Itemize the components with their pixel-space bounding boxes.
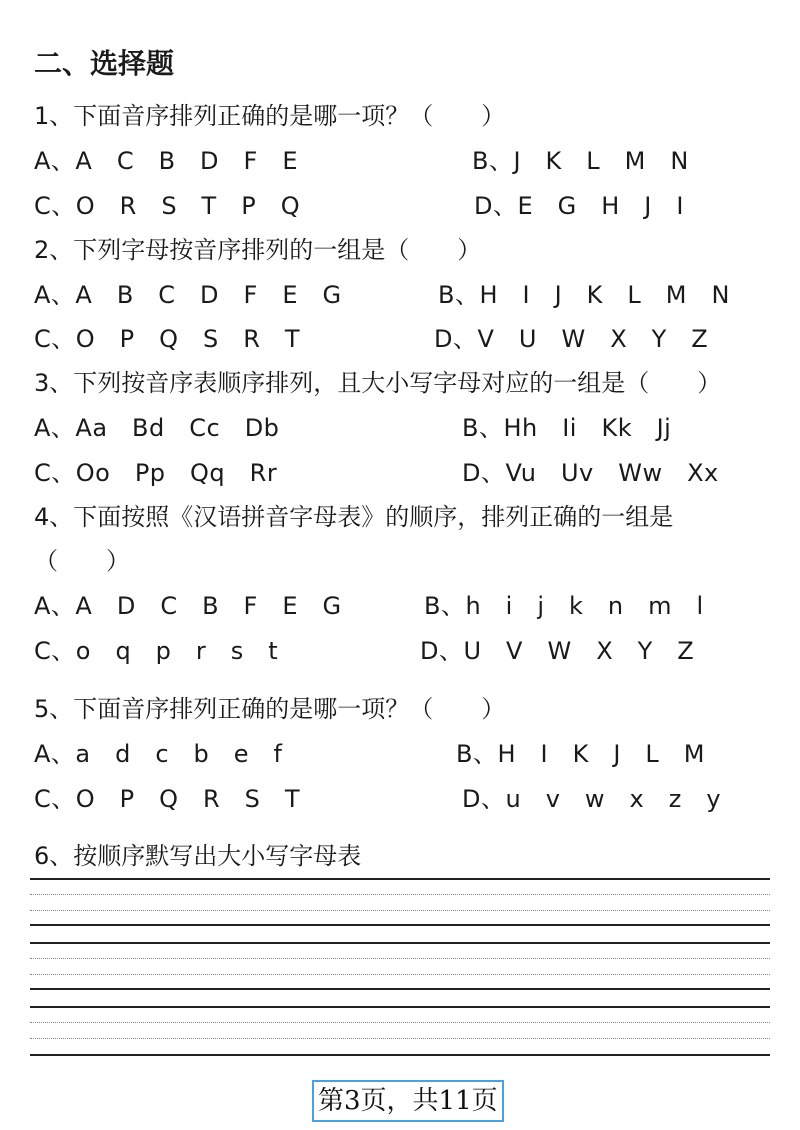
four-line-writing-area[interactable] (30, 878, 770, 1058)
question-4-answer-blank: （ ） (34, 547, 130, 575)
question-1-options-row-2 (0, 188, 800, 224)
writing-line-dotted (30, 958, 770, 959)
writing-band-1[interactable] (30, 878, 770, 926)
question-1-option-a[interactable]: A、A C B D F E (34, 147, 299, 175)
question-2-option-c[interactable]: C、O P Q S R T (34, 325, 301, 353)
question-3-option-a[interactable]: A、Aa Bd Cc Db (34, 414, 280, 442)
question-5-option-a[interactable]: A、a d c b e f (34, 740, 283, 768)
question-1-option-d[interactable]: D、E G H J I (474, 192, 684, 220)
writing-line-dotted (30, 1038, 770, 1039)
question-1-stem: 1、下面音序排列正确的是哪一项？（ ） (34, 102, 506, 130)
question-5-option-d[interactable]: D、u v w x z y (462, 785, 722, 813)
writing-line-bottom (30, 1054, 770, 1056)
question-5-stem: 5、下面音序排列正确的是哪一项？（ ） (34, 695, 506, 723)
writing-line-dotted (30, 910, 770, 911)
question-3-stem: 3、下列按音序表顺序排列，且大小写字母对应的一组是（ ） (34, 369, 722, 397)
question-4-option-a[interactable]: A、A D C B F E G (34, 592, 342, 620)
question-2-options-row-2 (0, 321, 800, 357)
writing-band-2[interactable] (30, 942, 770, 990)
question-4-option-b[interactable]: B、h i j k n m l (424, 592, 704, 620)
question-3-option-d[interactable]: D、Vu Uv Ww Xx (462, 459, 719, 487)
question-2-option-d[interactable]: D、V U W X Y Z (434, 325, 709, 353)
question-2-option-b[interactable]: B、H I J K L M N (438, 281, 730, 309)
question-3-options-row-2 (0, 455, 800, 491)
question-3-option-b[interactable]: B、Hh Ii Kk Jj (462, 414, 672, 442)
question-2-option-a[interactable]: A、A B C D F E G (34, 281, 342, 309)
writing-line-dotted (30, 974, 770, 975)
question-4-options-row-1 (0, 588, 800, 624)
question-2-options-row-1 (0, 277, 800, 313)
writing-line-bottom (30, 988, 770, 990)
writing-line-dotted (30, 1022, 770, 1023)
question-1-options-row-1 (0, 143, 800, 179)
question-1-option-c[interactable]: C、O R S T P Q (34, 192, 301, 220)
question-5-options-row-2 (0, 781, 800, 817)
writing-line-top (30, 878, 770, 880)
question-4-option-c[interactable]: C、o q p r s t (34, 637, 279, 665)
question-5-options-row-1 (0, 736, 800, 772)
question-6-stem: 6、按顺序默写出大小写字母表 (34, 842, 362, 870)
page-number-footer: 第3页，共11页 (312, 1080, 504, 1122)
writing-line-dotted (30, 894, 770, 895)
writing-line-bottom (30, 924, 770, 926)
question-4-stem: 4、下面按照《汉语拼音字母表》的顺序，排列正确的一组是 (34, 503, 674, 531)
writing-band-3[interactable] (30, 1006, 770, 1054)
question-5-option-c[interactable]: C、O P Q R S T (34, 785, 301, 813)
writing-line-top (30, 1006, 770, 1008)
writing-line-top (30, 942, 770, 944)
question-5-option-b[interactable]: B、H I K J L M (456, 740, 705, 768)
question-4-option-d[interactable]: D、U V W X Y Z (420, 637, 695, 665)
question-4-options-row-2 (0, 633, 800, 669)
section-title: 二、选择题 (34, 47, 175, 80)
question-2-stem: 2、下列字母按音序排列的一组是（ ） (34, 236, 482, 264)
question-3-option-c[interactable]: C、Oo Pp Qq Rr (34, 459, 278, 487)
question-1-option-b[interactable]: B、J K L M N (472, 147, 689, 175)
question-3-options-row-1 (0, 410, 800, 446)
